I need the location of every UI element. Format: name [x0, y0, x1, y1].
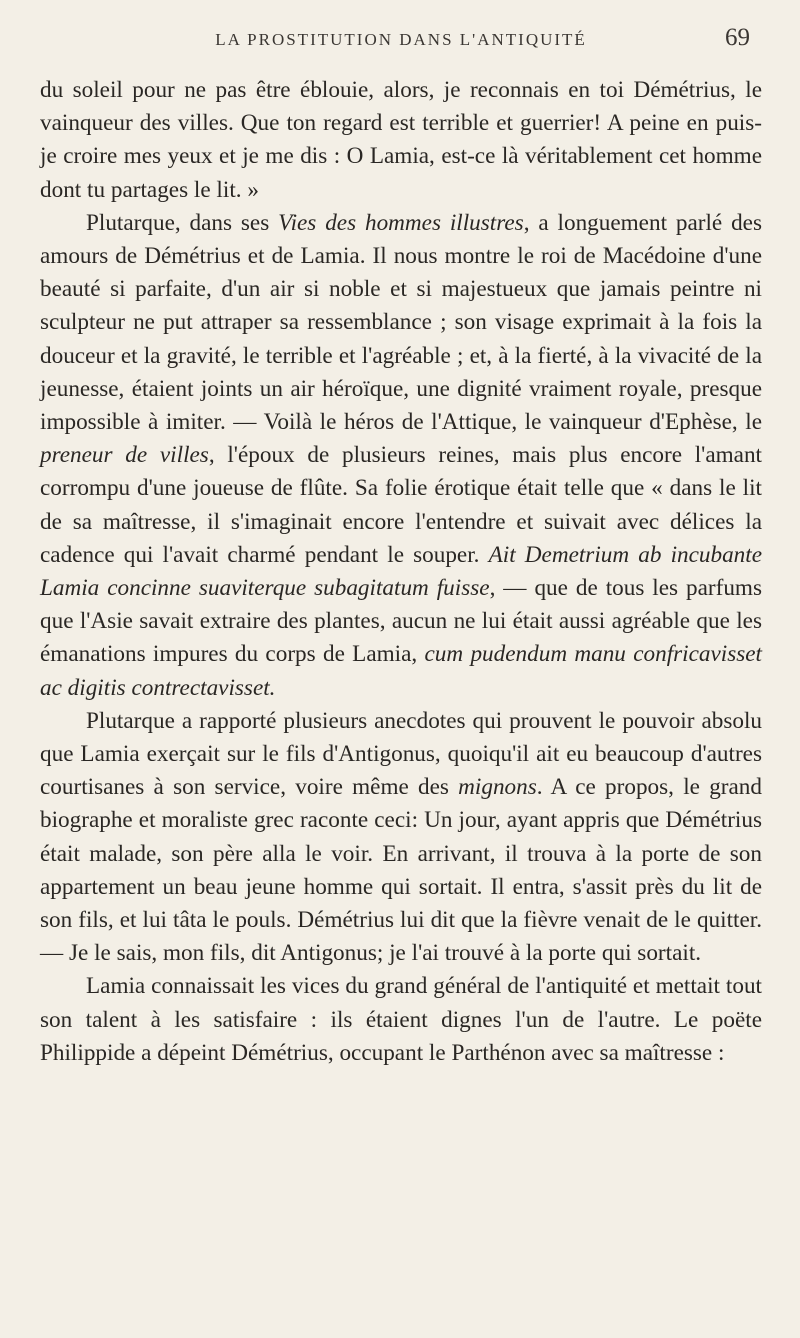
paragraph-3	[40, 705, 762, 971]
text-segment: Plutarque, dans ses	[86, 209, 279, 236]
italic-segment: cum pudendum manu confricavisset ac digitis contrectavisset.	[40, 641, 763, 701]
paragraph-2	[40, 207, 762, 705]
paragraph-1	[40, 74, 762, 207]
italic-segment: Ait Demetrium ab incubante Lamia concinne suaviterque subagitatum fuisse	[40, 541, 763, 602]
text-segment: , l'époux de plusieurs reines, mais plus encore l'amant corrompu d'une joueuse de flûte. Sa folie érotique était telle que « dans le lit de sa maîtresse, il s'imaginait encore l'entendre et suivait avec délices la cadence qui l'avait charmé pendant le souper.	[40, 442, 762, 568]
italic-segment: Vies des hommes illustres	[278, 209, 524, 236]
body-text	[40, 74, 762, 1070]
italic-segment: mignons	[458, 774, 537, 801]
running-head: LA PROSTITUTION DANS L'ANTIQUITÉ	[215, 30, 587, 49]
italic-segment: preneur de villes	[40, 442, 209, 469]
text-segment: , — que de tous les parfums que l'Asie savait extraire des plantes, aucun ne lui était aussi agréable que les émanations impures du corps de Lamia,	[40, 575, 762, 668]
paragraph-4	[40, 970, 762, 1070]
text-segment: Lamia connaissait les vices du grand général de l'antiquité et mettait tout son talent à les satisfaire : ils étaient dignes l'un de l'autre. Le poëte Philippide a dépeint Démétrius, occupant le Parthénon avec sa maîtresse :	[40, 973, 762, 1066]
text-segment: , a longuement parlé des amours de Démétrius et de Lamia. Il nous montre le roi de Macédoine d'une beauté si parfaite, d'un air si noble et si majestueux que jamais peintre ni sculpteur ne put attraper sa ressemblance ; son visage exprimait à la fois la douceur et la gravité, le terrible et l'agréable ; et, à la fierté, à la vivacité de la jeunesse, étaient joints un air héroïque, une dignité vraiment royale, presque impossible à imiter. — Voilà le héros de l'Attique, le vainqueur d'Ephèse, le	[40, 209, 762, 436]
text-segment: du soleil pour ne pas être éblouie, alors, je reconnais en toi Démétrius, le vainqueur des villes. Que ton regard est terrible et guerrier! A peine en puis-je croire mes yeux et je me dis : O Lamia, est-ce là véritablement cet homme dont tu partages le lit. »	[40, 77, 762, 203]
page-number: 69	[725, 24, 750, 51]
text-segment: Plutarque a rapporté plusieurs anecdotes qui prouvent le pouvoir absolu que Lamia exerçait sur le fils d'Antigonus, quoiqu'il ait eu beaucoup d'autres courtisanes à son service, voire même des	[40, 707, 762, 801]
page-header	[40, 0, 762, 60]
text-segment: . A ce propos, le grand biographe et moraliste grec raconte ceci: Un jour, ayant appris que Démétrius était malade, son père alla le voir. En arrivant, il trouva à la porte de son appartement un beau jeune homme qui sortait. Il entra, s'assit près du lit de son fils, et lui tâta le pouls. Démétrius lui dit que la fièvre venait de le quitter. — Je le sais, mon fils, dit Antigonus; je l'ai trouvé à la porte qui sortait.	[40, 774, 762, 967]
